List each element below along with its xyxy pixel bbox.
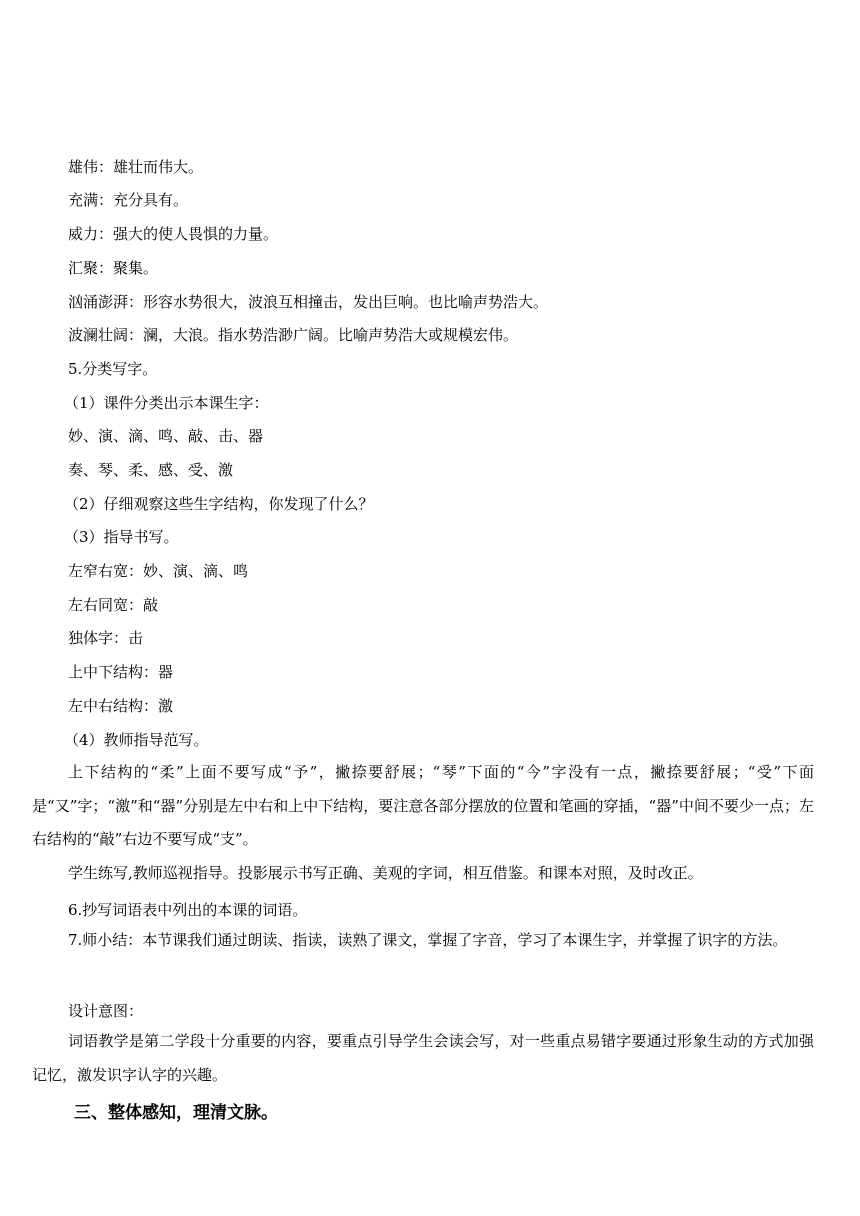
structure-left-right-equal: 左右同宽：敲 — [68, 596, 159, 614]
definition-bolan-zhuangkuo: 波澜壮阔：澜，大浪。指水势浩渺广阔。比喻声势浩大或规模宏伟。 — [68, 326, 519, 344]
practice-paragraph: 学生练写,教师巡视指导。投影展示书写正确、美观的字词，相互借鉴。和课本对照，及时改正。 — [68, 864, 703, 882]
step5-sub4: （4）教师指导范写。 — [64, 731, 209, 749]
design-intent-label: 设计意图： — [68, 1002, 144, 1020]
step7-summary: 7.师小结：本节课我们通过朗读、指读，读熟了课文，掌握了字音，学习了本课生字，并掌握了识字的方法。 — [68, 931, 788, 949]
step5-sub3: （3）指导书写。 — [64, 528, 179, 546]
structure-single: 独体字：击 — [68, 629, 144, 647]
section-heading: 三、整体感知，理清文脉。 — [74, 1103, 278, 1123]
structure-left-narrow: 左窄右宽：妙、演、滴、鸣 — [68, 562, 249, 580]
definition-chongman: 充满：充分具有。 — [68, 191, 189, 209]
writing-guide-paragraph: 上下结构的“柔”上面不要写成“予”，撇捺要舒展；“琴”下面的“今”字没有一点，撇捺要舒展；“受”下面是“又”字；“激”和“器”分别是左中右和上中下结构，要注意各部分摆放的位置和笔画的穿插，“器”中间不要少一点；左右结构的“敲”右边不要写成“支”。 — [32, 763, 814, 848]
step5-sub1: （1）课件分类出示本课生字： — [64, 394, 269, 412]
step5-sub2: （2）仔细观察这些生字结构，你发现了什么？ — [64, 495, 374, 513]
structure-left-middle-right: 左中右结构：激 — [68, 697, 174, 715]
definition-weili: 威力：强大的使人畏惧的力量。 — [68, 225, 279, 243]
step5-title: 5.分类写字。 — [68, 360, 158, 378]
structure-top-middle-bottom: 上中下结构：器 — [68, 663, 174, 681]
design-intent-paragraph: 词语教学是第二学段十分重要的内容，要重点引导学生会读会写，对一些重点易错字要通过形象生动的方式加强记忆，激发识字认字的兴趣。 — [32, 1032, 814, 1084]
definition-huiju: 汇聚：聚集。 — [68, 259, 159, 277]
definition-xiongwei: 雄伟：雄壮而伟大。 — [68, 158, 204, 176]
chars-row-2: 奏、琴、柔、感、受、激 — [68, 461, 234, 479]
chars-row-1: 妙、演、滴、鸣、敲、击、器 — [68, 427, 264, 445]
definition-xiongyong-pengpai: 汹涌澎湃：形容水势很大，波浪互相撞击，发出巨响。也比喻声势浩大。 — [68, 293, 549, 311]
step6: 6.抄写词语表中列出的本课的词语。 — [68, 901, 308, 919]
